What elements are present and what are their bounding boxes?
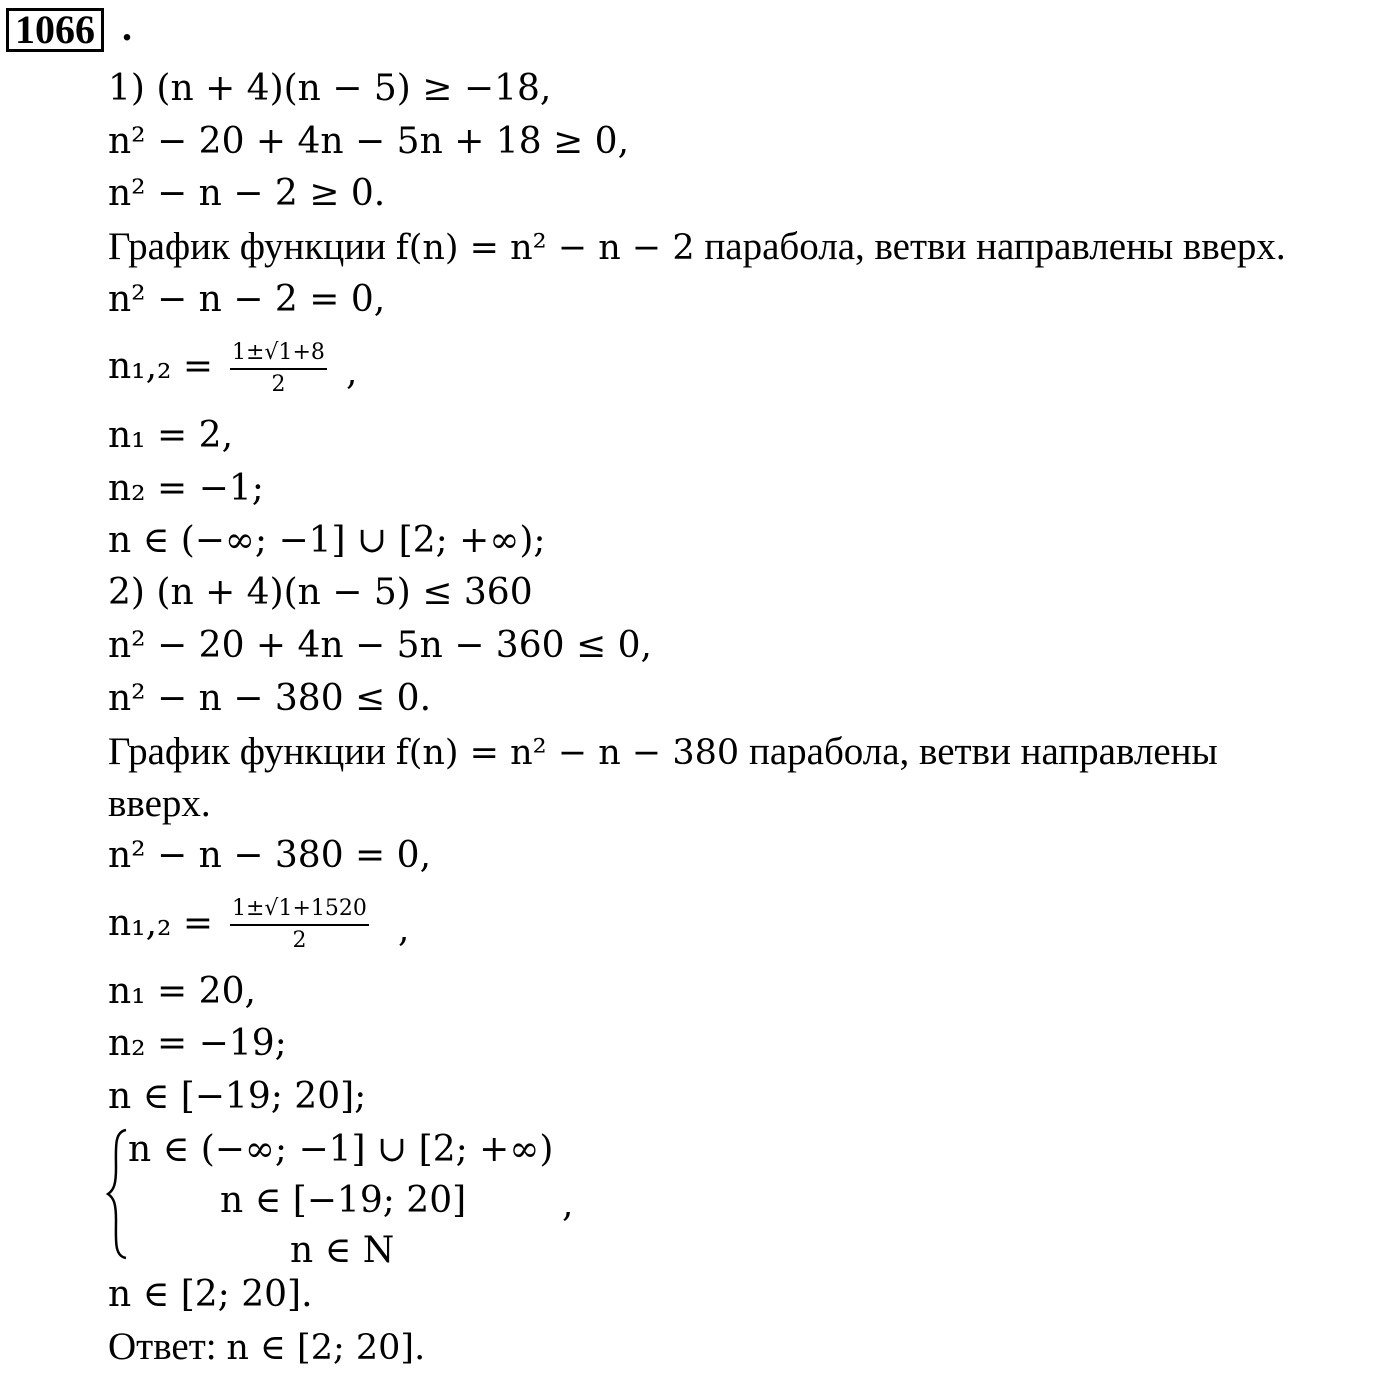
graph-description-2-text: График функции xyxy=(108,730,386,773)
answer-label: Ответ: xyxy=(108,1325,217,1368)
roots-formula-1-lhs: n₁,₂ = xyxy=(108,346,214,387)
system-condition-3: n ∈ N xyxy=(290,1230,395,1271)
solution-line-19: n ∈ [−19; 20]; xyxy=(108,1076,367,1117)
roots-fraction-2-denominator: 2 xyxy=(292,928,307,953)
solution-line-15: n² − n − 380 = 0, xyxy=(108,835,432,876)
problem-number-dot: . xyxy=(122,4,132,49)
graph-description-1 xyxy=(108,222,1286,272)
roots-fraction-1 xyxy=(230,340,327,398)
roots-fraction-2-numerator: 1±√1+1520 xyxy=(230,896,369,926)
roots-formula-1 xyxy=(108,346,213,387)
system-condition-2: n ∈ [−19; 20] xyxy=(220,1180,467,1221)
system-comma: , xyxy=(562,1184,574,1225)
roots-fraction-1-denominator: 2 xyxy=(271,372,286,397)
graph-description-1-tail: парабола, ветви направлены вверх. xyxy=(704,225,1286,268)
solution-line-2: n² − 20 + 4n − 5n + 18 ≥ 0, xyxy=(108,121,630,162)
solution-line-12: n² − n − 380 ≤ 0. xyxy=(108,678,432,719)
graph-description-2-continued: вверх. xyxy=(108,782,211,825)
graph-description-2-tail: парабола, ветви направлены xyxy=(748,730,1218,773)
solution-line-9: n ∈ (−∞; −1] ∪ [2; +∞); xyxy=(108,520,546,561)
graph-description-2 xyxy=(108,727,1218,777)
solution-line-7: n₁ = 2, xyxy=(108,415,234,456)
graph-description-1-text: График функции xyxy=(108,225,386,268)
graph-description-2-function: f(n) = n² − n − 380 xyxy=(395,733,740,773)
roots-formula-1-comma: , xyxy=(346,352,358,393)
answer-value: n ∈ [2; 20]. xyxy=(226,1328,426,1368)
answer-line xyxy=(108,1322,425,1372)
roots-formula-2-comma: , xyxy=(398,909,410,950)
graph-description-1-function: f(n) = n² − n − 2 xyxy=(395,228,695,268)
system-brace-icon xyxy=(106,1128,128,1260)
solution-line-10: 2) (n + 4)(n − 5) ≤ 360 xyxy=(108,572,533,613)
solution-line-11: n² − 20 + 4n − 5n − 360 ≤ 0, xyxy=(108,625,652,666)
roots-fraction-1-numerator: 1±√1+8 xyxy=(230,340,327,370)
solution-line-20: n ∈ [2; 20]. xyxy=(108,1274,313,1315)
problem-number: 1066 xyxy=(6,8,104,52)
roots-fraction-2 xyxy=(230,896,369,954)
solution-line-18: n₂ = −19; xyxy=(108,1023,287,1064)
solution-line-1: 1) (n + 4)(n − 5) ≥ −18, xyxy=(108,68,552,109)
roots-formula-2 xyxy=(108,903,213,944)
solution-line-17: n₁ = 20, xyxy=(108,971,256,1012)
system-condition-1: n ∈ (−∞; −1] ∪ [2; +∞) xyxy=(128,1129,554,1170)
solution-line-8: n₂ = −1; xyxy=(108,468,264,509)
solution-line-5: n² − n − 2 = 0, xyxy=(108,279,386,320)
solution-line-3: n² − n − 2 ≥ 0. xyxy=(108,173,386,214)
roots-formula-2-lhs: n₁,₂ = xyxy=(108,903,214,944)
